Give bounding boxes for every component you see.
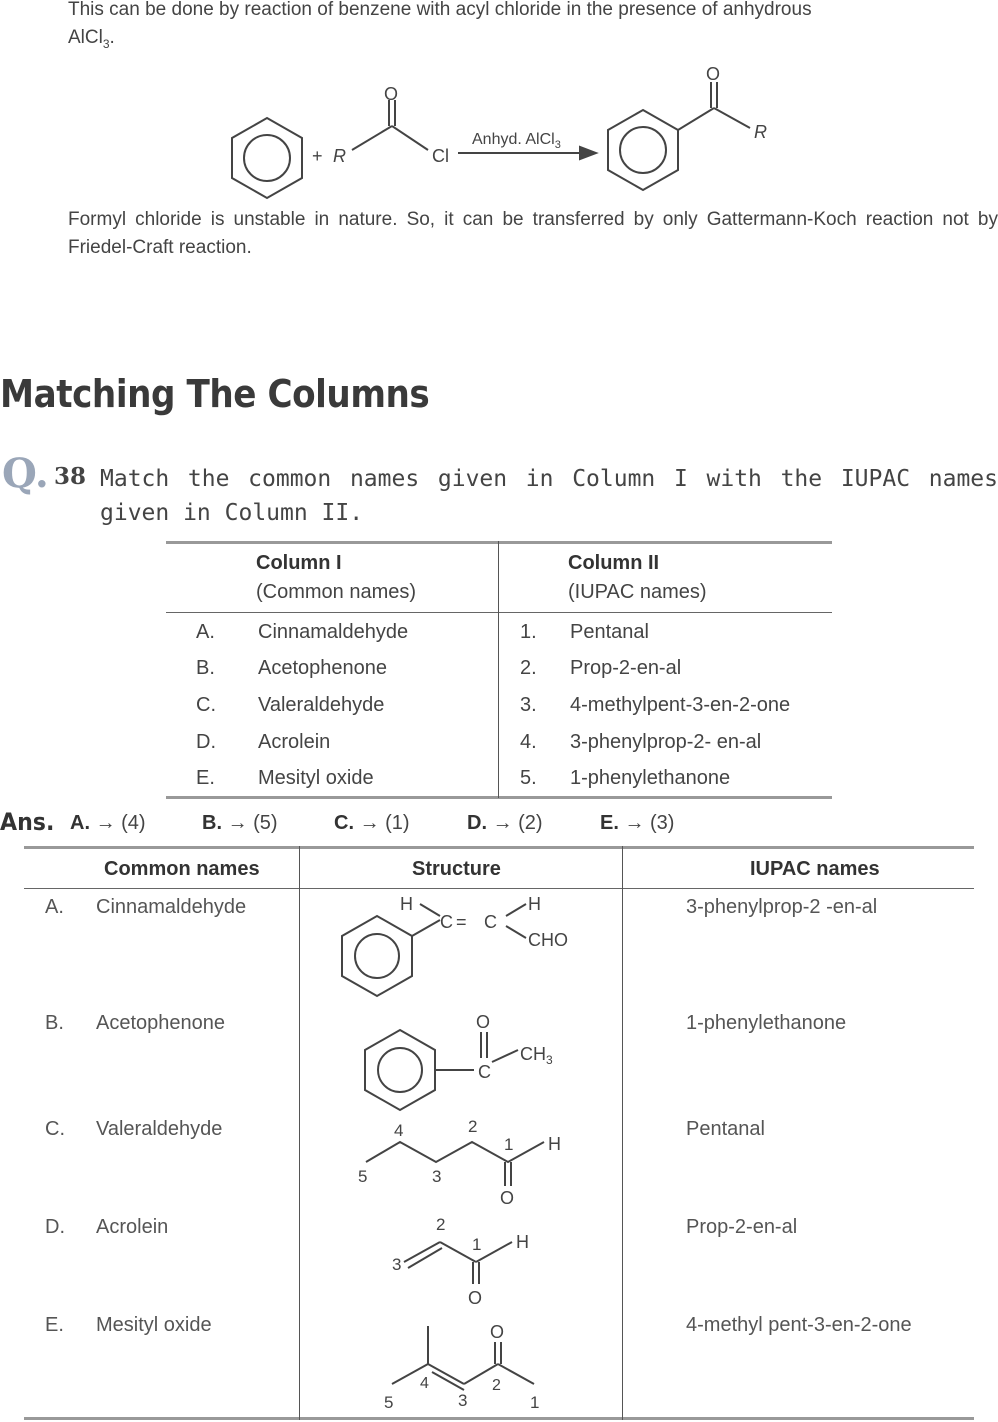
svg-text:5: 5: [384, 1393, 394, 1412]
row-letter: C.: [196, 694, 216, 716]
col2-title: Column II: [568, 552, 660, 574]
answer-table-bottom-rule: [24, 1417, 974, 1420]
alcl-sub: 3: [102, 36, 110, 51]
row-number: 3.: [520, 694, 537, 716]
svg-text:3: 3: [458, 1391, 468, 1410]
row-letter: A.: [196, 621, 215, 643]
match-table-header-rule: [166, 612, 832, 613]
acetophenone-ring: [365, 1030, 435, 1110]
row-e-iupac: 4-methyl pent-3-en-2-one: [686, 1314, 912, 1336]
section-title: Matching The Columns: [0, 372, 430, 416]
col1-title: Column I: [256, 552, 342, 574]
svg-text:3: 3: [392, 1255, 402, 1274]
product-oxygen: O: [706, 64, 721, 84]
row-letter: D.: [196, 731, 216, 753]
product-r-group: R: [754, 122, 767, 142]
svg-text:O: O: [490, 1322, 505, 1342]
row-d-iupac: Prop-2-en-al: [686, 1216, 798, 1238]
header-iupac-names: IUPAC names: [750, 858, 880, 880]
acetophenone-structure: [365, 1012, 553, 1110]
col2-header: [568, 552, 707, 604]
plus-sign: +: [312, 146, 323, 166]
svg-text:=: =: [456, 912, 467, 932]
row-number: 4.: [520, 731, 537, 753]
common-name: Mesityl oxide: [258, 767, 374, 789]
svg-text:H: H: [548, 1134, 561, 1154]
svg-text:5: 5: [358, 1167, 368, 1186]
answer-d: D. → (2): [467, 812, 543, 834]
gattermann-koch-note: Formyl chloride is unstable in nature. So, it can be transferred by only Gattermann-Koch reaction not by Friedel-Craft reaction.: [68, 209, 998, 258]
row-e-letter: E.: [45, 1314, 64, 1336]
oxygen-label: O: [384, 84, 399, 104]
match-table-divider: [498, 541, 499, 798]
svg-text:2: 2: [436, 1215, 446, 1234]
svg-text:4: 4: [394, 1121, 404, 1140]
row-d-letter: D.: [45, 1216, 65, 1238]
chlorine-label: Cl: [432, 146, 449, 166]
answer-table-header-rule: [24, 888, 974, 889]
common-name: Acrolein: [258, 731, 331, 753]
match-table-top-rule: [166, 541, 832, 544]
svg-text:C: C: [484, 912, 497, 932]
r-group: R: [333, 146, 346, 166]
svg-text:H: H: [528, 894, 541, 914]
intro-end: .: [109, 27, 115, 48]
svg-text:O: O: [468, 1288, 483, 1308]
cinnamaldehyde-ring: [342, 916, 412, 996]
answer-table-top-rule: [24, 846, 974, 849]
svg-text:H: H: [516, 1232, 529, 1252]
answer-b: B. → (5): [202, 812, 278, 834]
row-number: 1.: [520, 621, 537, 643]
svg-text:C: C: [440, 912, 453, 932]
row-b-letter: B.: [45, 1012, 64, 1034]
row-a-iupac: 3-phenylprop-2 -en-al: [686, 896, 878, 918]
svg-text:2: 2: [492, 1377, 501, 1394]
svg-text:CH3: $CH_3$: [520, 1044, 553, 1067]
iupac-name: 4-methylpent-3-en-2-one: [570, 694, 791, 716]
intro-line-1: This can be done by reaction of benzene with acyl chloride in the presence of anhydrous: [68, 0, 812, 20]
answer-label: Ans.: [0, 808, 55, 836]
benzene-ring-product: [608, 110, 678, 190]
question-text: Match the common names given in Column I with the IUPAC names given in Column II.: [100, 466, 998, 526]
acrolein-structure: [392, 1215, 529, 1308]
svg-text:H: H: [400, 894, 413, 914]
svg-text:1: 1: [472, 1235, 482, 1254]
row-c-name: Valeraldehyde: [96, 1118, 223, 1140]
friedel-crafts-reaction: [0, 60, 998, 200]
valeraldehyde-structure: [358, 1117, 561, 1208]
svg-text:1: 1: [530, 1393, 540, 1412]
arrow-label: Anhyd. AlCl$_3$: [472, 131, 561, 151]
svg-text:3: 3: [432, 1167, 442, 1186]
cinnamaldehyde-structure: [342, 894, 568, 996]
answer-e: E. → (3): [600, 812, 675, 834]
iupac-name: 3-phenylprop-2- en-al: [570, 731, 762, 753]
benzene-aromatic-circle: [244, 135, 290, 181]
row-e-name: Mesityl oxide: [96, 1314, 212, 1336]
row-number: 5.: [520, 767, 537, 789]
common-name: Valeraldehyde: [258, 694, 385, 716]
iupac-name: Pentanal: [570, 621, 649, 643]
alcl-text: AlCl: [68, 27, 103, 48]
question-number: 38: [54, 463, 87, 490]
structures-column: [300, 890, 622, 1416]
col1-subtitle: (Common names): [256, 581, 417, 603]
mesityl-oxide-structure: [384, 1322, 539, 1412]
common-name: Cinnamaldehyde: [258, 621, 409, 643]
row-a-name: Cinnamaldehyde: [96, 896, 247, 918]
row-letter: B.: [196, 657, 215, 679]
question-mark: Q.: [2, 450, 49, 497]
svg-text:1: 1: [504, 1135, 514, 1154]
svg-text:2: 2: [468, 1117, 478, 1136]
row-number: 2.: [520, 657, 537, 679]
svg-text:4: 4: [420, 1375, 429, 1392]
common-name: Acetophenone: [258, 657, 388, 679]
benzene-ring-reactant: [232, 118, 302, 198]
intro-line-2: [68, 24, 998, 58]
svg-text:CHO: CHO: [528, 930, 568, 950]
row-d-name: Acrolein: [96, 1216, 169, 1238]
row-c-iupac: Pentanal: [686, 1118, 765, 1140]
row-b-iupac: 1-phenylethanone: [686, 1012, 847, 1034]
row-letter: E.: [196, 767, 215, 789]
answer-c: C. → (1): [334, 812, 410, 834]
answer-a: A. → (4): [70, 812, 146, 834]
svg-text:O: O: [500, 1188, 515, 1208]
row-a-letter: A.: [45, 896, 64, 918]
svg-text:O: O: [476, 1012, 491, 1032]
col1-header: [256, 552, 416, 604]
iupac-name: Prop-2-en-al: [570, 657, 682, 679]
answer-table-divider-2: [622, 846, 623, 1420]
row-c-letter: C.: [45, 1118, 65, 1140]
header-structure: Structure: [412, 858, 501, 880]
match-table-bottom-rule: [166, 796, 832, 799]
row-b-name: Acetophenone: [96, 1012, 226, 1034]
svg-text:C: C: [478, 1062, 491, 1082]
col2-subtitle: (IUPAC names): [568, 581, 707, 603]
header-common-names: Common names: [104, 858, 260, 880]
iupac-name: 1-phenylethanone: [570, 767, 731, 789]
